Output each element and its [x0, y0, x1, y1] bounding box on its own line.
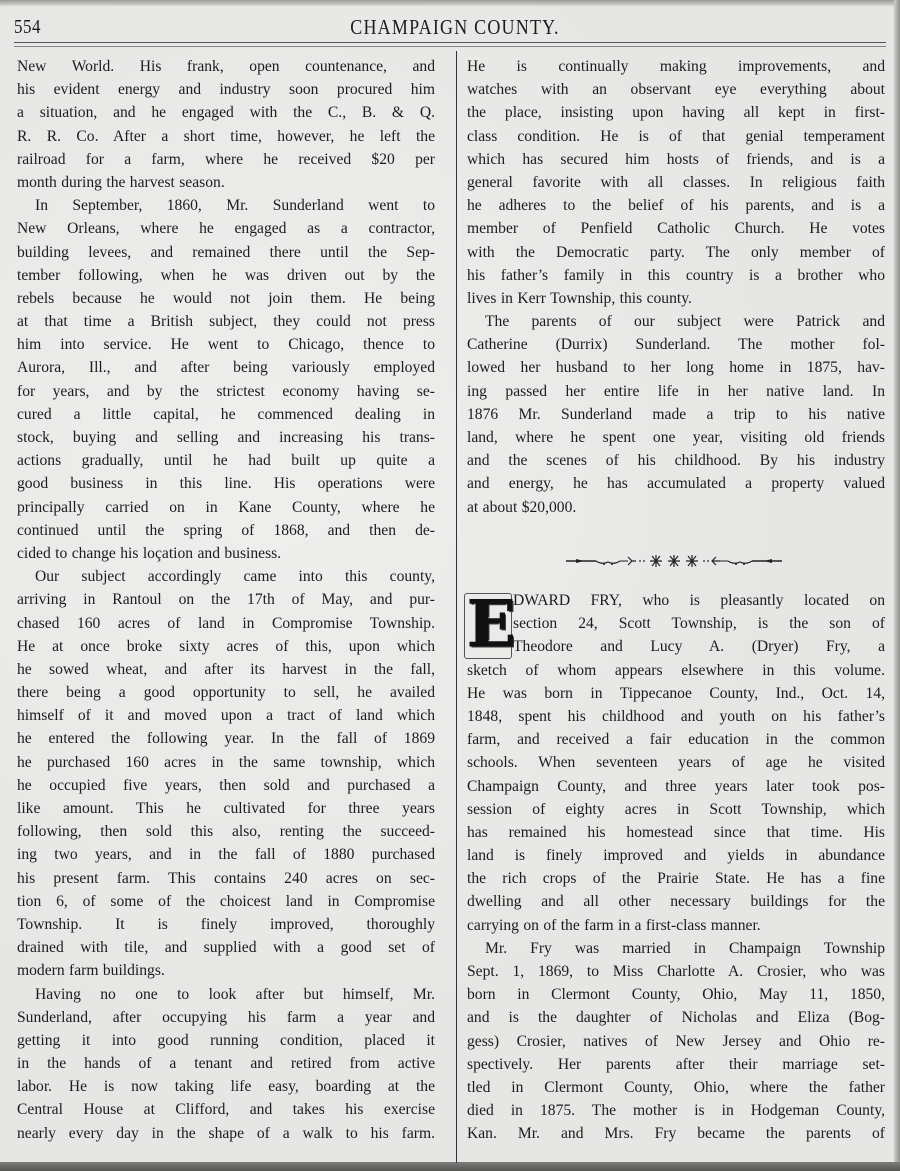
text-line: died in 1875. The mother is in Hodgeman County,	[467, 1102, 885, 1120]
text-line: railroad for a farm, where he received $20 per	[17, 150, 435, 168]
text-line: dwelling and all other necessary buildings for the	[467, 893, 885, 911]
text-line: DWARD FRY, who is pleasantly located on	[513, 592, 885, 609]
text-line: Aurora, Ill., and after being variously employed	[17, 359, 435, 377]
text-line: and the scenes of his childhood. By his industry	[467, 452, 885, 470]
text-line: land, where he spent one year, visiting old friends	[467, 429, 885, 446]
page-number: 554	[14, 15, 41, 38]
text-line: he sowed wheat, and after its harvest in the fall,	[17, 660, 435, 678]
text-line: month during the harvest season.	[17, 173, 225, 191]
text-line: cided to change his loçation and business.	[17, 544, 282, 562]
text-line: and is the daughter of Nicholas and Eliza (Bog-	[467, 1009, 885, 1027]
text-line: drained with tile, and supplied with a good set of	[17, 939, 435, 957]
text-line: gess) Crosier, natives of New Jersey and Ohio re-	[467, 1032, 885, 1050]
text-line: cured a little capital, he commenced dealing in	[17, 405, 435, 423]
text-line: with the Democratic party. The only member of	[467, 243, 885, 261]
text-line: Sept. 1, 1869, to Miss Charlotte A. Crosier, who was	[467, 963, 885, 980]
text-line: session of eighty acres in Scott Township, which	[467, 800, 885, 818]
text-line: and energy, he has accumulated a property valued	[467, 475, 885, 493]
text-line: following, then sold this also, renting the succeed-	[17, 823, 435, 841]
text-line: tion 6, of some of the choicest land in Compromise	[17, 892, 435, 910]
text-line: tember following, when he was driven out by the	[17, 266, 435, 284]
text-line: Kan. Mr. and Mrs. Fry became the parents of	[467, 1125, 885, 1143]
text-line: for years, and by the strictest economy having se-	[17, 382, 435, 400]
text-line: ing passed her entire life in her native land. In	[467, 382, 885, 400]
text-line: he purchased 160 acres in the same township, which	[17, 753, 435, 771]
text-line: tled in Clermont County, Ohio, where the father	[467, 1078, 885, 1096]
text-line: Champaign County, and three years later took pos-	[467, 777, 885, 795]
text-line: He is continually making improvements, and	[467, 58, 885, 75]
text-line: ing two years, and in the fall of 1880 purchased	[17, 846, 435, 864]
text-line: spectively. Her parents after their marriage set-	[467, 1055, 885, 1073]
text-line: The parents of our subject were Patrick and	[485, 313, 885, 331]
text-line: carrying on of the farm in a first-class manner.	[467, 916, 761, 934]
right-column-top	[467, 55, 885, 519]
text-line: Our subject accordingly came into this county,	[35, 568, 435, 586]
text-line: he adheres to the belief of his parents, and is a	[467, 197, 885, 215]
text-line: he entered the following year. In the fall of 1869	[17, 730, 435, 748]
text-line: he occupied five years, then sold and purchased a	[17, 776, 435, 794]
text-line: which has secured him hosts of friends, and is a	[467, 150, 885, 168]
text-line: In September, 1860, Mr. Sunderland went to	[35, 197, 435, 215]
text-line: building levees, and remained there until the Sep-	[17, 243, 435, 261]
text-line: principally carried on in Kane County, where he	[17, 498, 435, 516]
scan-top-edge	[0, 0, 900, 6]
text-line: him into service. He went to Chicago, thence to	[17, 336, 435, 354]
header-rule	[14, 42, 886, 43]
text-line: Central House at Clifford, and takes his exercise	[17, 1101, 435, 1119]
text-line: member of Penfield Catholic Church. He votes	[467, 220, 885, 238]
text-line: He at once broke sixty acres of this, upon which	[17, 637, 435, 655]
text-line: his present farm. This contains 240 acres on sec-	[17, 869, 435, 887]
text-line: New World. His frank, open countenance, and	[17, 58, 435, 75]
text-line: continued until the spring of 1868, and then de-	[17, 521, 435, 539]
right-column-bottom	[467, 589, 885, 1146]
text-line: at about $20,000.	[467, 498, 577, 516]
text-line: He was born in Tippecanoe County, Ind., Oct. 14,	[467, 684, 885, 702]
text-line: stock, buying and selling and increasing his trans-	[17, 429, 435, 446]
text-line: farm, and received a fair education in the common	[467, 731, 885, 749]
text-line: general favorite with all classes. In religious faith	[467, 173, 885, 191]
column-divider	[456, 51, 457, 1163]
text-line: Sunderland, after occupying his farm a year and	[17, 1008, 435, 1026]
text-line: section 24, Scott Township, is the son of	[513, 615, 885, 633]
text-line: himself of it and moved upon a tract of land which	[17, 707, 435, 725]
text-line: Township. It is finely improved, thoroughly	[17, 915, 435, 933]
text-line: in the hands of a tenant and retired from active	[17, 1055, 435, 1073]
scan-bottom-edge	[0, 1162, 900, 1171]
text-line: born in Clermont County, Ohio, May 11, 1850,	[467, 986, 885, 1004]
text-line: Having no one to look after but himself, Mr.	[35, 985, 435, 1003]
text-line: watches with an observant eye everything about	[467, 81, 885, 99]
text-line: his evident energy and industry soon procured him	[17, 81, 435, 99]
text-line: has remained his homestead since that time. His	[467, 823, 885, 841]
text-line: rebels because he would not join them. He being	[17, 289, 435, 307]
text-line: 1848, spent his childhood and youth on his father’s	[467, 707, 885, 725]
header-rule-thin	[14, 46, 886, 47]
text-line: chased 160 acres of land in Compromise Township.	[17, 614, 435, 632]
running-head: CHAMPAIGN COUNTY.	[350, 15, 560, 39]
text-line: getting it into good running condition, placed it	[17, 1031, 435, 1049]
text-line: good business in this line. His operations were	[17, 475, 435, 493]
text-line: the rich crops of the Prairie State. He has a fine	[467, 870, 885, 888]
text-line: modern farm buildings.	[17, 962, 165, 980]
text-line: there being a good opportunity to sell, he availed	[17, 684, 435, 702]
drop-cap-letter: E	[467, 587, 516, 662]
text-line: at that time a British subject, they could not press	[17, 313, 435, 331]
text-line: his father’s family in this country is a brother who	[467, 266, 885, 284]
text-line: actions gradually, until he had built up quite a	[17, 452, 435, 470]
text-line: Theodore and Lucy A. (Dryer) Fry, a	[513, 638, 885, 656]
text-line: a situation, and he engaged with the C., B. & Q.	[17, 104, 435, 122]
text-line: the place, insisting upon having all kept in first-	[467, 104, 885, 122]
text-line: labor. He is now taking life easy, boarding at the	[17, 1078, 435, 1096]
text-line: like amount. This he cultivated for three years	[17, 800, 435, 817]
text-line: lowed her husband to her long home in 1875, hav-	[467, 359, 885, 377]
text-line: 1876 Mr. Sunderland made a trip to his native	[467, 405, 885, 423]
left-column	[17, 55, 435, 1145]
text-line: schools. When seventeen years of age he visited	[467, 754, 885, 772]
scan-right-edge	[894, 0, 900, 1171]
ornament-divider	[566, 553, 782, 569]
text-line: land is finely improved and yields in abundance	[467, 847, 885, 865]
text-line: sketch of whom appears elsewhere in this volume.	[467, 661, 885, 679]
text-line: R. R. Co. After a short time, however, he left the	[17, 127, 435, 145]
text-line: Mr. Fry was married in Champaign Township	[485, 939, 885, 957]
text-line: New Orleans, where he engaged as a contractor,	[17, 220, 435, 238]
text-line: class condition. He is of that genial temperament	[467, 127, 885, 145]
text-line: Catherine (Durrix) Sunderland. The mother fol-	[467, 336, 885, 354]
text-line: arriving in Rantoul on the 17th of May, and pur-	[17, 591, 435, 609]
text-line: lives in Kerr Township, this county.	[467, 289, 692, 307]
text-line: nearly every day in the shape of a walk to his farm.	[17, 1124, 435, 1142]
